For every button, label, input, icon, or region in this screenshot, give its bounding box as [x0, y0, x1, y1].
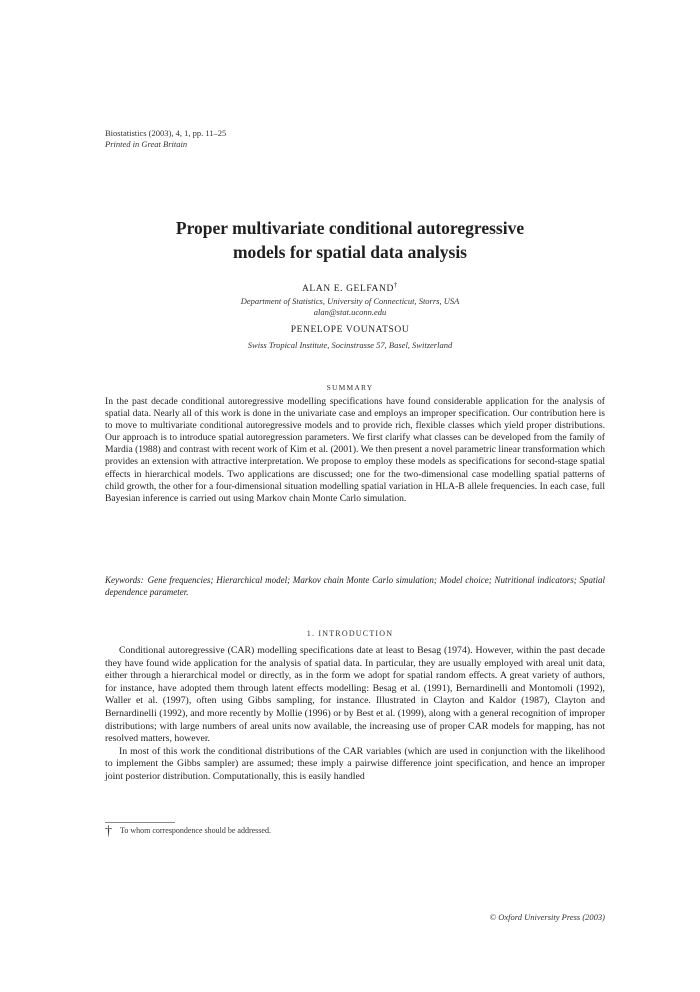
author-2-name: PENELOPE VOUNATSOU [290, 325, 410, 335]
summary-heading: SUMMARY [326, 383, 374, 392]
summary-text: In the past decade conditional autoregressive modelling specifications have found considerable application for the analysis of spatial data. Nearly all of this work is done in the univariate case and employs an improper specification. Our contribution here is to move to multivariate conditional autoregressive models and to provide rich, flexible classes which yield proper distributions. Our approach is to introduce spatial autoregression parameters. We first clarify what classes can be developed from the family of Mardia (1988) and contrast with recent work of Kim et al. (2001). We then present a novel parametric linear transformation which provides an extension with attractive interpretation. We propose to employ these models as specifications for second-stage spatial effects in hierarchical models. Two applications are discussed; one for the two-dimensional case modelling spatial patterns of child growth, the other for a four-dimensional situation modelling spatial variation in HLA-B allele frequencies. In each case, full Bayesian inference is carried out using Markov chain Monte Carlo simulation. [105, 396, 605, 504]
author-1-name: ALAN E. GELFAND [301, 284, 394, 295]
author-affiliation [0, 296, 700, 318]
keywords-label: Keywords: [105, 575, 144, 585]
paper-title [0, 216, 700, 264]
section-body [105, 645, 605, 784]
paper-title-line-2: models for spatial data analysis [232, 242, 467, 262]
footnote-text: To whom correspondence should be addressed. [120, 826, 271, 835]
journal-citation: Biostatistics (2003), 4, 1, pp. 11–25 [105, 128, 227, 138]
footnote-mark: † [105, 824, 112, 839]
publisher-copyright: © Oxford University Press (2003) [489, 912, 605, 922]
author-1-email: alan@stat.uconn.edu [313, 307, 387, 317]
summary-abstract [105, 396, 605, 505]
journal-printed-in: Printed in Great Britain [105, 139, 188, 149]
author-1-footnote-mark: † [393, 281, 399, 289]
author-1-affiliation: Department of Statistics, University of Connecticut, Storrs, USA [240, 296, 460, 306]
author-name [0, 281, 700, 294]
footnote-divider [105, 822, 175, 823]
author-affiliation [0, 340, 700, 351]
footnote [105, 826, 271, 837]
journal-header [105, 128, 226, 150]
author-2-affiliation: Swiss Tropical Institute, Socinstrasse 57, Basel, Switzerland [247, 340, 453, 350]
body-paragraph: Conditional autoregressive (CAR) modelling specifications date at least to Besag (1974). However, within the past decade they have found wide application for the analysis of spatial data. In particular, they are usually employed with areal unit data, either through a hierarchical model or directly, as in the form we adopt for spatial random effects. A great variety of authors, for instance, have adopted them through latent effects modelling: Besag et al. (1991), Bernardinelli and Montomoli (1992), Waller et al. (1997), often using Gibbs sampling, for instance. Illustrated in Clayton and Kaldor (1987), Clayton and Bernardinelli (1992), and more recently by Mollie (1996) or by Best et al. (1999), along with a general recognition of improper distributions; with large numbers of areal units now available, the increasing use of proper CAR models for mapping, has not resolved matters, however. [105, 645, 605, 745]
author-name [0, 325, 700, 335]
keywords-block [105, 574, 605, 598]
section-heading: 1. INTRODUCTION [306, 629, 394, 638]
keywords-text: Gene frequencies; Hierarchical model; Markov chain Monte Carlo simulation; Model choice; Nutritional indicators; Spatial dependence parameter. [105, 575, 605, 597]
body-paragraph: In most of this work the conditional distributions of the CAR variables (which are used in conjunction with the likelihood to implement the Gibbs sampler) are assumed; these imply a pairwise difference joint specification, and hence an improper joint posterior distribution. Computationally, this is easily handled [105, 745, 605, 782]
paper-title-line-1: Proper multivariate conditional autoregressive [175, 218, 525, 238]
